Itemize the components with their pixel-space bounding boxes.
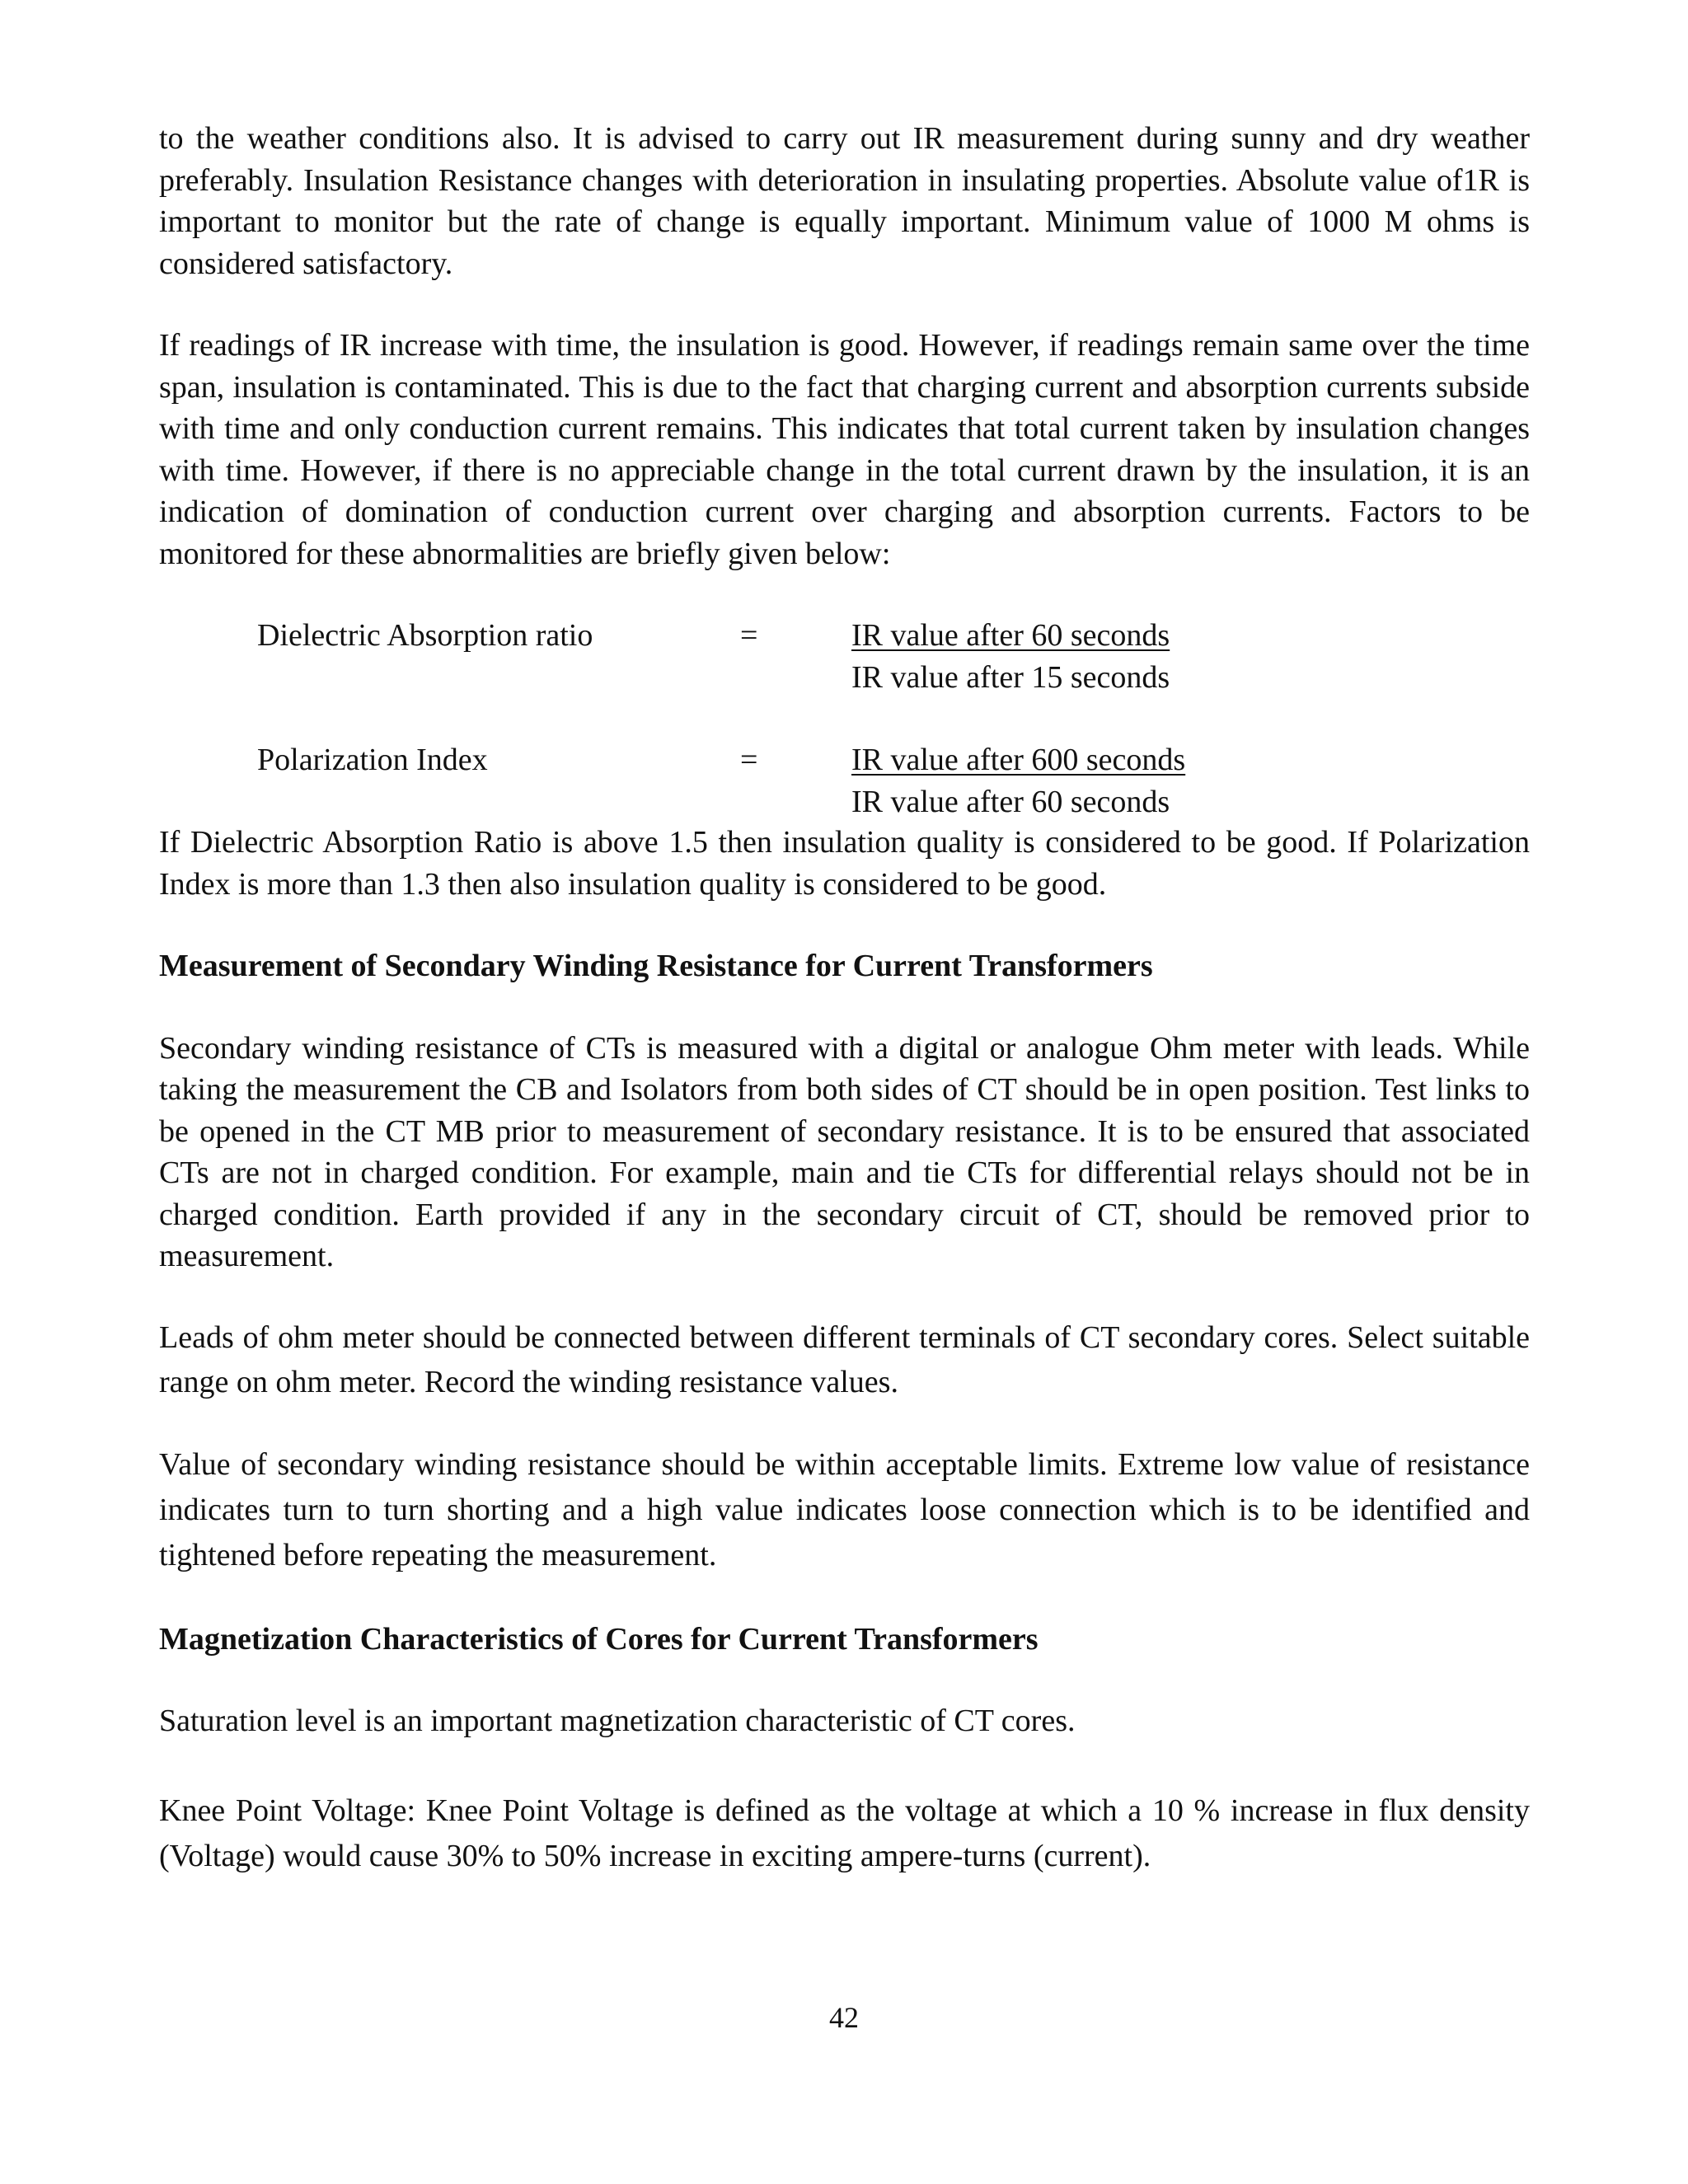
- formula-label: Polarization Index: [257, 743, 488, 777]
- paragraph-secondary-measurement: Secondary winding resistance of CTs is measured with a digital or analogue Ohm meter with leads. While taking the measurement the CB and Isolators from both sides of CT should be in open position. Test links to be opened in the CT MB prior to measurement of secondary resistance. It is to be ensured that associated CTs are not in charged condition. For example, main and tie CTs for differential relays should not be in charged condition. Earth provided if any in the secondary circuit of CT, should be removed prior to measurement.: [159, 1030, 1530, 1273]
- formula-dielectric-absorption-ratio: [159, 615, 1530, 698]
- formula-polarization-index: [159, 739, 1530, 823]
- paragraph-knee-point-voltage: Knee Point Voltage: Knee Point Voltage is defined as the voltage at which a 10 % increase in flux density (Voltage) would cause 30% to 50% increase in exciting ampere-turns (current).: [159, 1793, 1530, 1873]
- formula-denominator: IR value after 15 seconds: [851, 659, 1170, 695]
- paragraph-saturation-level: Saturation level is an important magnetization characteristic of CT cores.: [159, 1704, 1076, 1738]
- formula-denominator: IR value after 60 seconds: [851, 784, 1170, 819]
- heading-magnetization-characteristics: Magnetization Characteristics of Cores for Current Transformers: [159, 1621, 1039, 1657]
- formula-numerator: IR value after 600 seconds: [851, 743, 1186, 777]
- paragraph-ir-weather: to the weather conditions also. It is advised to carry out IR measurement during sunny and dry weather preferably. Insulation Resistance changes with deterioration in insulating properties. Absolute value of1R is important to monitor but the rate of change is equally important. Minimum value of 1000 M ohms is considered satisfactory.: [159, 121, 1530, 281]
- paragraph-ohm-meter-leads: Leads of ohm meter should be connected between different terminals of CT secondary cores. Select suitable range on ohm meter. Record the winding resistance values.: [159, 1319, 1530, 1399]
- page-number: 42: [829, 2001, 859, 2034]
- formula-block: [159, 615, 1530, 819]
- page-content: [159, 118, 1530, 1879]
- paragraph-resistance-limits: Value of secondary winding resistance should be within acceptable limits. Extreme low value of resistance indicates turn to turn shorting and a high value indicates loose connection which is to be identified and tightened before repeating the measurement.: [159, 1446, 1530, 1572]
- formula-numerator: IR value after 60 seconds: [851, 618, 1170, 653]
- formula-equals-sign: =: [740, 618, 758, 653]
- formula-label: Dielectric Absorption ratio: [257, 618, 593, 653]
- paragraph-quality-criteria: If Dielectric Absorption Ratio is above 1.5 then insulation quality is considered to be good. If Polarization Index is more than 1.3 then also insulation quality is considered to be good.: [159, 825, 1530, 902]
- formula-equals-sign: =: [740, 743, 758, 777]
- paragraph-ir-readings: If readings of IR increase with time, the insulation is good. However, if readings remain same over the time span, insulation is contaminated. This is due to the fact that charging current and absorption currents subside with time and only conduction current remains. This indicates that total current taken by insulation changes with time. However, if there is no appreciable change in the total current drawn by the insulation, it is an indication of domination of conduction current over charging and absorption currents. Factors to be monitored for these abnormalities are briefly given below:: [159, 328, 1530, 571]
- heading-secondary-winding-resistance: Measurement of Secondary Winding Resistance for Current Transformers: [159, 949, 1153, 983]
